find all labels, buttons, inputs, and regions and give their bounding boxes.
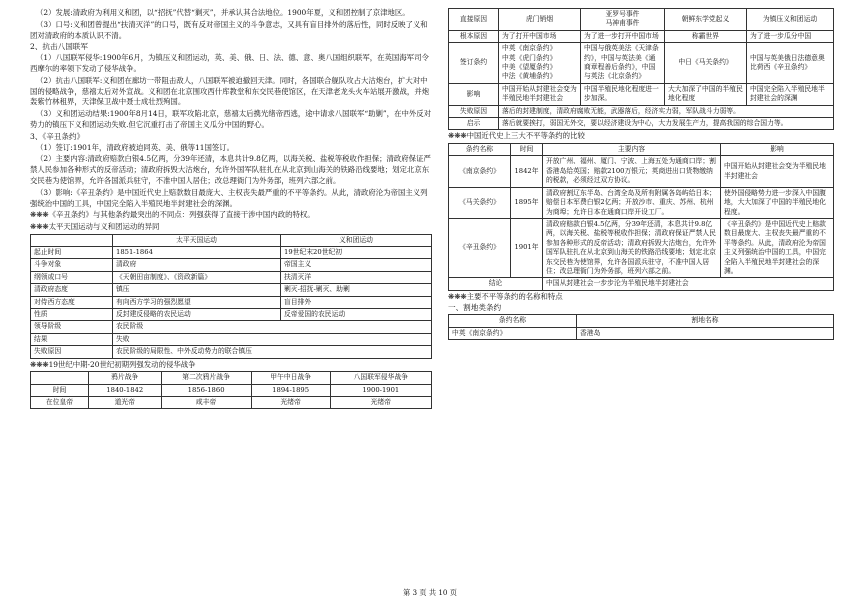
table-row bbox=[449, 327, 834, 339]
paragraph: （2）主要内容:清政府赔款白银4.5亿两，分39年还清，本息共计9.8亿两，以海关税、盐税等税收作担保；清政府保证严禁人民参加各种形式的反帝活动；清政府拆毁大沽炮台，允许外国军队驻扎在从北京到山海关的铁路沿线要地；划定北京东交民巷为使馆界，允许各国派兵驻守，不准中国人居住；改总理衙门为外务部，班列六部之前。 bbox=[30, 154, 431, 185]
table-cell: 启示 bbox=[449, 118, 499, 130]
treaty-comparison-table bbox=[448, 143, 834, 291]
note-line: ❋❋❋19世纪中期-20世纪初期列强发动的侵华战争 bbox=[30, 359, 196, 369]
table-cell: 根本原因 bbox=[449, 30, 499, 42]
table-row bbox=[31, 271, 432, 283]
table-header-cell: 时间 bbox=[511, 144, 543, 156]
table-cell: 1851-1864 bbox=[113, 246, 281, 258]
table-cell: 斗争对象 bbox=[31, 259, 113, 271]
table-cell: 清政府割辽东半岛、台湾全岛及所有附属各岛屿给日本；赔偿日本军费白银2亿两；开放沙市、重庆、苏州、杭州为商埠；允许日本在通商口岸开设工厂。 bbox=[543, 187, 721, 218]
table-cell: 在位皇帝 bbox=[31, 397, 89, 409]
table-cell: 朝鲜东学党起义 bbox=[665, 9, 747, 31]
paragraph: （3）义和团运动结果:1900年8月14日，联军攻陷北京，慈禧太后携光绪帝西逃，途中请求八国联军“助剿”，在中外反对势力的镇压下义和团运动失败.但它沉重打击了帝国主义瓜分中国的野心。 bbox=[30, 109, 432, 129]
table-cell: 使外国侵略势力进一步深入中国腹地，大大加深了中国的半殖民地化程度。 bbox=[721, 187, 834, 218]
table-cell: 1901年 bbox=[511, 218, 543, 277]
table-cell: 扶清灭洋 bbox=[281, 271, 432, 283]
table-cell: 咸丰帝 bbox=[161, 397, 251, 409]
table-cell: 清政府态度 bbox=[31, 284, 113, 296]
table-cell: 《辛丑条约》是中国近代史上赔款数目最庞大、主权丧失最严重的不平等条约。从此，清政府沦为帝国主义列强统治中国的工具，中国完全陷入半殖民地半封建社会的深渊。 bbox=[721, 218, 834, 277]
table-header-cell: 割地名称 bbox=[577, 315, 834, 327]
table-header-cell: 条约名称 bbox=[449, 144, 511, 156]
table-cell: 虎门销烟 bbox=[499, 9, 581, 31]
table-row bbox=[449, 30, 834, 42]
table-row bbox=[449, 187, 834, 218]
table-cell: 中国完全陷入半殖民地半封建社会的深渊 bbox=[747, 83, 834, 105]
table-cell bbox=[31, 372, 89, 384]
table-row bbox=[449, 43, 834, 84]
right-column bbox=[448, 8, 834, 340]
table-cell: 开放广州、福州、厦门、宁波、上海五处为通商口岸；割香港岛给英国；赔款2100万银元；英商进出口货物缴纳的税款，必须经过双方协议。 bbox=[543, 156, 721, 187]
table-cell: 失败原因 bbox=[449, 105, 499, 117]
table-row bbox=[449, 118, 834, 130]
table-row bbox=[31, 397, 432, 409]
table-cell: 反帝爱国的农民运动 bbox=[281, 308, 432, 320]
table-cell: 签订条约 bbox=[449, 43, 499, 84]
table-header-cell: 八国联军侵华战争 bbox=[330, 372, 431, 384]
note-line: ❋❋❋《辛丑条约》与其他条约最突出的不同点：列强获得了直接干涉中国内政的特权。 bbox=[30, 210, 315, 220]
table-cell: 清政府赔款白银4.5亿两，分39年还清，本息共计9.8亿两，以海关税、盐税等税收作担保；清政府保证严禁人民参加各种形式的反帝活动；清政府拆毁大沽炮台，允许外国军队驻扎在从北京到山海关的铁路沿线要地；划定北京东交民巷为使馆界，允许各国派兵驻守，不准中国人居住；改总理衙门为外务部，班列六部之前。 bbox=[543, 218, 721, 277]
table-cell: 1840-1842 bbox=[89, 384, 162, 396]
table-cell: 中国开始从封建社会变为半殖民地半封建社会 bbox=[721, 156, 834, 187]
table-cell: 道光帝 bbox=[89, 397, 162, 409]
table-cell: 有向西方学习的强烈愿望 bbox=[113, 296, 281, 308]
left-column bbox=[30, 8, 432, 409]
page-footer: 第 3 页 共 10 页 bbox=[403, 588, 457, 597]
table-row bbox=[31, 259, 432, 271]
section-heading: 一、割地类条约 bbox=[448, 303, 502, 313]
table-cell: 为镇压义和团运动 bbox=[747, 9, 834, 31]
table-cell: 性质 bbox=[31, 308, 113, 320]
table-cell: 时间 bbox=[31, 384, 89, 396]
paragraph: （3）口号:义和团曾提出“扶清灭洋”的口号，既有反对帝国主义的斗争意志，又具有盲目排外的落后性，同时反映了义和团对清政府的本质认识不清。 bbox=[30, 19, 428, 40]
table-header-row bbox=[449, 9, 834, 31]
table-cell: 中国开始从封建社会变为半殖民地半封建社会 bbox=[499, 83, 581, 105]
table-row bbox=[449, 83, 834, 105]
invasion-wars-table bbox=[30, 371, 432, 409]
table-cell: 光绪帝 bbox=[330, 397, 431, 409]
table-row bbox=[449, 105, 834, 117]
table-cell: 《马关条约》 bbox=[449, 187, 511, 218]
table-cell: 《天朝田亩制度》、《资政新篇》 bbox=[113, 271, 281, 283]
paragraph: （1）八国联军侵华:1900年6月，为镇压义和团运动，英、美、俄、日、法、德、意、奥八国组织联军，在英国海军司令西摩尔的率领下发动了侵华战争。 bbox=[30, 53, 429, 73]
table-cell: 起止时间 bbox=[31, 246, 113, 258]
table-header-cell: 主要内容 bbox=[543, 144, 721, 156]
table-header-row bbox=[449, 315, 834, 327]
table-cell: 农民阶级的局限性、中外反动势力的联合镇压 bbox=[113, 346, 432, 358]
table-cell: 影响 bbox=[449, 83, 499, 105]
table-cell: 中英《南京条约》 中英《虎门条约》 中美《望厦条约》 中法《黄埔条约》 bbox=[499, 43, 581, 84]
table-cell: 反封建反侵略的农民运动 bbox=[113, 308, 281, 320]
table-header-cell: 条约名称 bbox=[449, 315, 577, 327]
table-header-cell: 太平天国运动 bbox=[113, 234, 281, 246]
table-cell: 落后就要挨打，弱国无外交，要以经济建设为中心，大力发展生产力，提高我国的综合国力等。 bbox=[499, 118, 834, 130]
table-header-row bbox=[449, 144, 834, 156]
table-cell: 帝国主义 bbox=[281, 259, 432, 271]
table-cell: 《辛丑条约》 bbox=[449, 218, 511, 277]
table-cell: 中国从封建社会一步步沦为半殖民地半封建社会 bbox=[543, 278, 834, 290]
table-cell: 失败 bbox=[113, 333, 432, 345]
paragraph: （2）抗击八国联军:义和团在廊坊一带阻击敌人，八国联军被迫撤回天津。同时，各国联合舰队攻占大沽炮台，扩大对中国的侵略战争，慈禧太后对外宣战。义和团在北京围攻西什库教堂和东交民巷使馆区，在天津老龙头火车站展开激战，并炮轰紫竹林租界，天津保卫战中聂士成壮烈殉国。 bbox=[30, 75, 430, 107]
table-cell: 纲领或口号 bbox=[31, 271, 113, 283]
table-cell: 落后的封建制度，清政府腐败无能，武器落后，经济实力弱，军队战斗力弱等。 bbox=[499, 105, 834, 117]
table-row bbox=[31, 333, 432, 345]
land-cession-table bbox=[448, 314, 834, 340]
table-cell: 1842年 bbox=[511, 156, 543, 187]
table-row bbox=[31, 308, 432, 320]
table-row bbox=[31, 346, 432, 358]
table-cell: 对侍西方态度 bbox=[31, 296, 113, 308]
table-cell: 直接原因 bbox=[449, 9, 499, 31]
table-cell: 中英《南京条约》 bbox=[449, 327, 577, 339]
table-cell: 光绪帝 bbox=[251, 397, 330, 409]
table-cell: 大大加深了中国的半殖民地化程度 bbox=[665, 83, 747, 105]
table-cell: 中日《马关条约》 bbox=[665, 43, 747, 84]
paragraph: （1）签订:1901年，清政府被迫同英、美、俄等11国签订。 bbox=[36, 142, 235, 152]
table-cell: 《南京条约》 bbox=[449, 156, 511, 187]
table-header-row bbox=[31, 372, 432, 384]
war-causes-table bbox=[448, 8, 834, 130]
table-header-cell: 第二次鸦片战争 bbox=[161, 372, 251, 384]
table-cell: 失败原因 bbox=[31, 346, 113, 358]
section-heading: 3、《辛丑条约》 bbox=[30, 131, 85, 141]
table-cell: 中国半殖民地化程度进一步加深。 bbox=[581, 83, 665, 105]
table-row bbox=[449, 156, 834, 187]
table-cell: 1856-1860 bbox=[161, 384, 251, 396]
table-header-row bbox=[31, 234, 432, 246]
table-row bbox=[31, 246, 432, 258]
table-cell: 清政府 bbox=[113, 259, 281, 271]
table-cell bbox=[31, 234, 113, 246]
table-cell: 为了进一步打开中国市场 bbox=[581, 30, 665, 42]
paragraph: （2）发展:清政府为利用义和团，以“招抚”代替“剿灭”，并承认其合法地位。1900年夏，义和团控制了京津地区。 bbox=[36, 8, 410, 17]
table-cell: 香港岛 bbox=[577, 327, 834, 339]
table-row bbox=[449, 218, 834, 277]
table-cell: 领导阶级 bbox=[31, 321, 113, 333]
table-header-cell: 义和团运动 bbox=[281, 234, 432, 246]
table-cell: 1894-1895 bbox=[251, 384, 330, 396]
table-cell: 为了进一步瓜分中国 bbox=[747, 30, 834, 42]
table-cell: 19世纪末20世纪初 bbox=[281, 246, 432, 258]
table-cell: 农民阶级 bbox=[113, 321, 432, 333]
table-cell: 中国与俄英美法《天津条约》，中国与英法美《通商章程善后条约》，中国与英法《北京条约》 bbox=[581, 43, 665, 84]
table-header-cell: 甲午中日战争 bbox=[251, 372, 330, 384]
table-cell: 1900-1901 bbox=[330, 384, 431, 396]
table-header-cell: 影响 bbox=[721, 144, 834, 156]
table-cell: 剿灭-招抚-剿灭、助剿 bbox=[281, 284, 432, 296]
table-cell: 称霸世界 bbox=[665, 30, 747, 42]
note-line: ❋❋❋中国近代史上三大不平等条约的比较 bbox=[448, 131, 585, 141]
paragraph: （3）影响:《辛丑条约》是中国近代史上赔款数目最庞大、主权丧失最严重的不平等条约。从此，清政府沦为帝国主义列强统治中国的工具，中国完全陷入半殖民地半封建社会的深渊。 bbox=[30, 187, 428, 208]
note-line: ❋❋❋太平天国运动与义和团运动的异同 bbox=[30, 221, 160, 231]
table-cell: 镇压 bbox=[113, 284, 281, 296]
table-cell: 结果 bbox=[31, 333, 113, 345]
table-cell: 结论 bbox=[449, 278, 543, 290]
table-cell: 盲目排外 bbox=[281, 296, 432, 308]
table-row bbox=[31, 296, 432, 308]
table-row bbox=[31, 384, 432, 396]
table-row bbox=[31, 284, 432, 296]
table-row bbox=[449, 278, 834, 290]
section-heading: 2、抗击八国联军 bbox=[30, 42, 88, 52]
table-cell: 为了打开中国市场 bbox=[499, 30, 581, 42]
note-line: ❋❋❋主要不平等条约的名称和特点 bbox=[448, 291, 563, 301]
table-row bbox=[31, 321, 432, 333]
table-cell: 亚罗号事件 马神甫事件 bbox=[581, 9, 665, 31]
table-cell: 1895年 bbox=[511, 187, 543, 218]
table-header-cell: 鸦片战争 bbox=[89, 372, 162, 384]
comparison-table-taiping-boxer bbox=[30, 234, 432, 359]
table-cell: 中国与英美俄日法德意奥比荷西《辛丑条约》 bbox=[747, 43, 834, 84]
